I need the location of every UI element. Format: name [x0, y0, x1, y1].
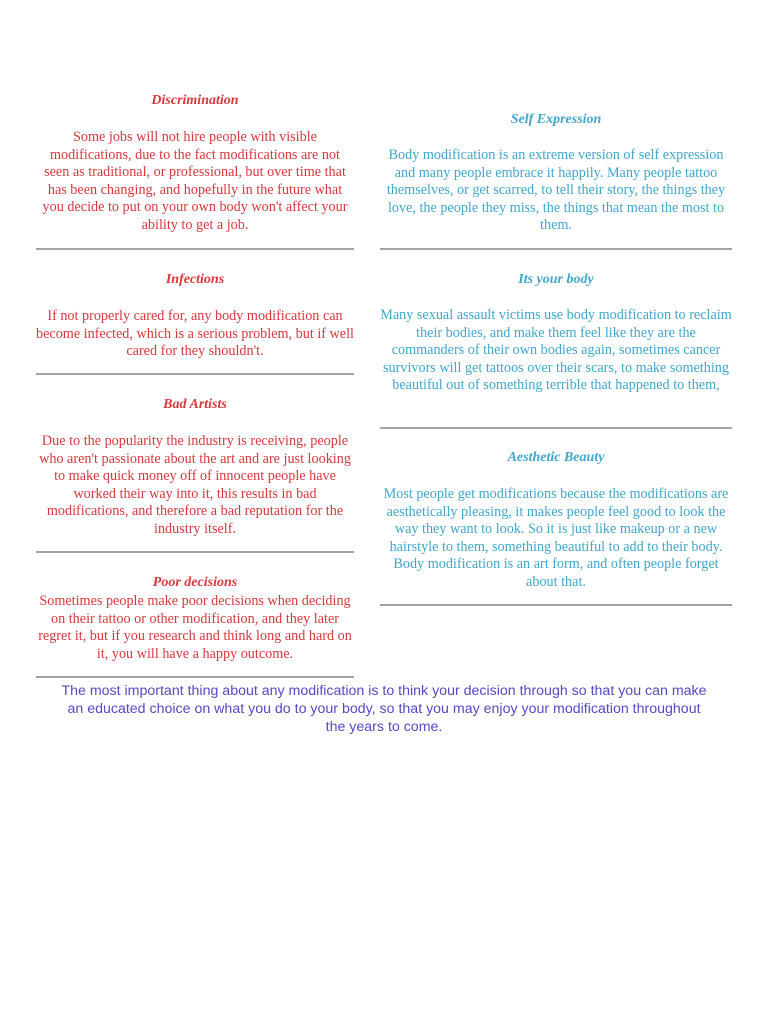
- right-column: [380, 0, 732, 620]
- divider: [36, 551, 354, 553]
- divider: [380, 427, 732, 429]
- self-expression-title: Self Expression: [510, 112, 602, 127]
- infections-body: If not properly cared for, any body modification can become infected, which is a serious problem, but if well cared for they shouldn't.: [36, 308, 354, 360]
- discrimination-body: Some jobs will not hire people with visible modifications, due to the fact modifications are not seen as traditional, or professional, but over time that has been changing, and hopefully in the future what you decide to put on your own body won't affect your ability to get a job.: [42, 129, 348, 233]
- aesthetic-beauty-title: Aesthetic Beauty: [507, 450, 605, 465]
- divider: [380, 248, 732, 250]
- self-expression-body: Body modification is an extreme version of self expression and many people embrace it happily. Many people tattoo themselves, or get scarred, to tell their story, the things they love, the people they miss, the things that mean the most to them.: [386, 147, 726, 234]
- divider: [380, 604, 732, 606]
- divider: [36, 248, 354, 250]
- divider: [36, 373, 354, 375]
- bad-artists-title: Bad Artists: [163, 397, 227, 412]
- bad-artists-body: Due to the popularity the industry is receiving, people who aren't passionate about the art and are just looking to make quick money off of innocent people have worked their way into it, this results in bad modifications, and therefore a bad reputation for the industry itself.: [39, 433, 351, 537]
- infections-title: Infections: [165, 272, 225, 287]
- closing-statement: The most important thing about any modification is to think your decision through so that you can make an educated choice on what you do to your body, so that you may enjoy your modification throughout the years to come.: [61, 683, 707, 735]
- aesthetic-beauty-body: Most people get modifications because the modifications are aesthetically pleasing, it makes people feel good to look the way they want to look. So it is just like makeup or a new hairstyle to them, something beautiful to add to their body. Body modification is an art form, and often people forget about that.: [383, 486, 729, 590]
- its-your-body-title: Its your body: [518, 272, 594, 287]
- its-your-body-body: Many sexual assault victims use body modification to reclaim their bodies, and make them feel like they are the commanders of their own bodies again, sometimes cancer survivors will get tattoos over their scars, to make something beautiful out of something terrible that happened to them,: [380, 307, 732, 394]
- left-column: [36, 0, 354, 690]
- poor-decisions-title: Poor decisions: [152, 575, 238, 590]
- divider: [36, 676, 354, 678]
- discrimination-title: Discrimination: [151, 93, 239, 108]
- poor-decisions-body: Sometimes people make poor decisions when deciding on their tattoo or other modification, and they later regret it, but if you research and think long and hard on it, you will have a happy outcome.: [38, 593, 352, 662]
